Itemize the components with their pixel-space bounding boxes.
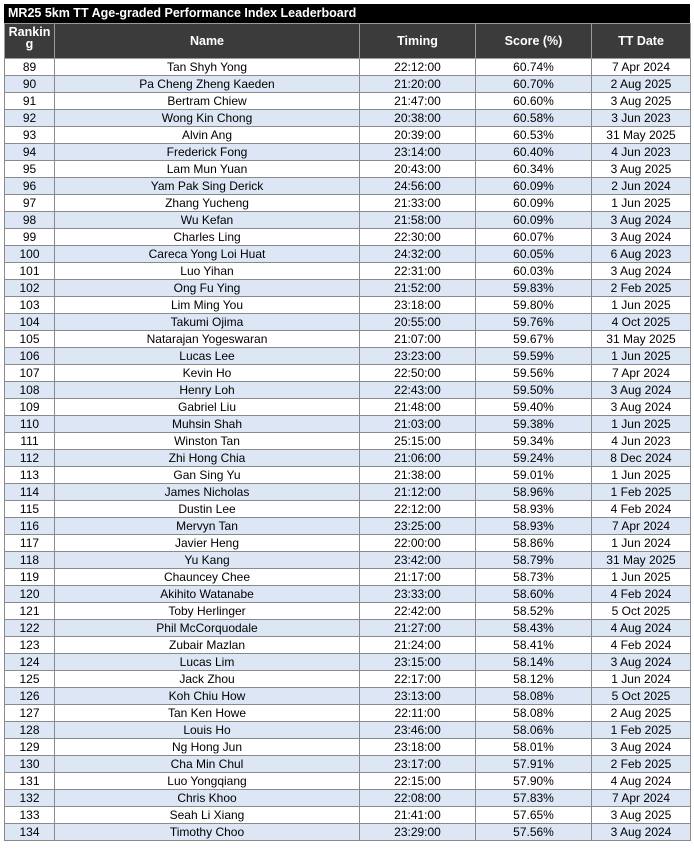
date-cell: 8 Dec 2024: [592, 450, 691, 467]
name-cell: Wong Kin Chong: [55, 110, 360, 127]
timing-cell: 20:55:00: [360, 314, 476, 331]
timing-cell: 21:47:00: [360, 93, 476, 110]
name-cell: James Nicholas: [55, 484, 360, 501]
timing-cell: 21:12:00: [360, 484, 476, 501]
name-cell: Pa Cheng Zheng Kaeden: [55, 76, 360, 93]
score-cell: 58.01%: [476, 739, 592, 756]
name-cell: Luo Yongqiang: [55, 773, 360, 790]
score-cell: 57.83%: [476, 790, 592, 807]
name-cell: Gan Sing Yu: [55, 467, 360, 484]
date-cell: 3 Aug 2024: [592, 399, 691, 416]
table-row: [5, 671, 691, 688]
score-cell: 60.09%: [476, 212, 592, 229]
score-cell: 60.58%: [476, 110, 592, 127]
score-cell: 58.60%: [476, 586, 592, 603]
timing-cell: 23:17:00: [360, 756, 476, 773]
rank-cell: 118: [5, 552, 55, 569]
timing-cell: 24:56:00: [360, 178, 476, 195]
timing-cell: 22:30:00: [360, 229, 476, 246]
rank-cell: 101: [5, 263, 55, 280]
timing-cell: 21:41:00: [360, 807, 476, 824]
score-cell: 60.60%: [476, 93, 592, 110]
leaderboard-table: [4, 23, 691, 841]
rank-cell: 120: [5, 586, 55, 603]
rank-cell: 129: [5, 739, 55, 756]
date-cell: 4 Oct 2025: [592, 314, 691, 331]
timing-cell: 21:17:00: [360, 569, 476, 586]
table-row: [5, 688, 691, 705]
score-cell: 59.56%: [476, 365, 592, 382]
date-cell: 31 May 2025: [592, 127, 691, 144]
table-row: [5, 756, 691, 773]
date-cell: 1 Jun 2024: [592, 535, 691, 552]
rank-cell: 122: [5, 620, 55, 637]
score-cell: 60.70%: [476, 76, 592, 93]
table-row: [5, 263, 691, 280]
date-cell: 4 Aug 2024: [592, 620, 691, 637]
table-row: [5, 297, 691, 314]
rank-cell: 133: [5, 807, 55, 824]
timing-cell: 21:27:00: [360, 620, 476, 637]
rank-cell: 89: [5, 59, 55, 76]
table-row: [5, 229, 691, 246]
timing-cell: 21:33:00: [360, 195, 476, 212]
rank-cell: 108: [5, 382, 55, 399]
timing-cell: 23:18:00: [360, 297, 476, 314]
timing-cell: 25:15:00: [360, 433, 476, 450]
score-cell: 58.93%: [476, 518, 592, 535]
date-cell: 7 Apr 2024: [592, 59, 691, 76]
timing-cell: 21:20:00: [360, 76, 476, 93]
timing-cell: 23:18:00: [360, 739, 476, 756]
table-row: [5, 76, 691, 93]
date-cell: 1 Jun 2025: [592, 297, 691, 314]
table-row: [5, 212, 691, 229]
name-cell: Lam Mun Yuan: [55, 161, 360, 178]
timing-cell: 23:42:00: [360, 552, 476, 569]
date-cell: 6 Aug 2023: [592, 246, 691, 263]
score-cell: 58.86%: [476, 535, 592, 552]
score-cell: 58.96%: [476, 484, 592, 501]
score-cell: 59.40%: [476, 399, 592, 416]
timing-cell: 22:12:00: [360, 501, 476, 518]
name-cell: Chris Khoo: [55, 790, 360, 807]
leaderboard-title: MR25 5km TT Age-graded Performance Index Leaderboard: [4, 4, 690, 23]
date-cell: 1 Jun 2025: [592, 348, 691, 365]
rank-cell: 93: [5, 127, 55, 144]
score-cell: 60.09%: [476, 178, 592, 195]
name-cell: Careca Yong Loi Huat: [55, 246, 360, 263]
table-row: [5, 450, 691, 467]
timing-cell: 23:25:00: [360, 518, 476, 535]
name-cell: Javier Heng: [55, 535, 360, 552]
score-cell: 59.50%: [476, 382, 592, 399]
timing-cell: 23:15:00: [360, 654, 476, 671]
score-cell: 60.40%: [476, 144, 592, 161]
date-cell: 4 Feb 2024: [592, 637, 691, 654]
score-cell: 58.06%: [476, 722, 592, 739]
rank-cell: 119: [5, 569, 55, 586]
score-cell: 58.52%: [476, 603, 592, 620]
score-cell: 57.65%: [476, 807, 592, 824]
date-cell: 3 Aug 2024: [592, 229, 691, 246]
date-cell: 31 May 2025: [592, 331, 691, 348]
rank-cell: 125: [5, 671, 55, 688]
rank-cell: 98: [5, 212, 55, 229]
date-cell: 4 Jun 2023: [592, 433, 691, 450]
name-cell: Lucas Lim: [55, 654, 360, 671]
score-cell: 58.93%: [476, 501, 592, 518]
name-cell: Muhsin Shah: [55, 416, 360, 433]
table-row: [5, 399, 691, 416]
timing-cell: 22:42:00: [360, 603, 476, 620]
rank-cell: 114: [5, 484, 55, 501]
rank-cell: 115: [5, 501, 55, 518]
date-cell: 5 Oct 2025: [592, 688, 691, 705]
score-cell: 60.03%: [476, 263, 592, 280]
name-cell: Frederick Fong: [55, 144, 360, 161]
timing-cell: 21:38:00: [360, 467, 476, 484]
header-row: [5, 24, 691, 59]
rank-cell: 96: [5, 178, 55, 195]
table-row: [5, 59, 691, 76]
timing-cell: 22:11:00: [360, 705, 476, 722]
rank-cell: 99: [5, 229, 55, 246]
table-row: [5, 127, 691, 144]
timing-cell: 23:13:00: [360, 688, 476, 705]
table-row: [5, 637, 691, 654]
table-row: [5, 552, 691, 569]
date-cell: 2 Aug 2025: [592, 76, 691, 93]
score-cell: 58.79%: [476, 552, 592, 569]
date-cell: 3 Aug 2024: [592, 654, 691, 671]
name-cell: Winston Tan: [55, 433, 360, 450]
table-row: [5, 467, 691, 484]
rank-cell: 94: [5, 144, 55, 161]
date-cell: 7 Apr 2024: [592, 518, 691, 535]
timing-cell: 21:07:00: [360, 331, 476, 348]
timing-cell: 22:17:00: [360, 671, 476, 688]
table-row: [5, 790, 691, 807]
rank-cell: 109: [5, 399, 55, 416]
rank-cell: 127: [5, 705, 55, 722]
date-cell: 1 Jun 2025: [592, 467, 691, 484]
timing-cell: 21:06:00: [360, 450, 476, 467]
table-row: [5, 484, 691, 501]
score-cell: 58.14%: [476, 654, 592, 671]
rank-cell: 116: [5, 518, 55, 535]
rank-cell: 113: [5, 467, 55, 484]
rank-cell: 107: [5, 365, 55, 382]
rank-cell: 134: [5, 824, 55, 841]
table-row: [5, 620, 691, 637]
score-cell: 58.73%: [476, 569, 592, 586]
timing-cell: 21:24:00: [360, 637, 476, 654]
table-row: [5, 569, 691, 586]
column-header-name: Name: [55, 24, 360, 59]
date-cell: 1 Jun 2025: [592, 195, 691, 212]
date-cell: 3 Aug 2024: [592, 212, 691, 229]
score-cell: 59.83%: [476, 280, 592, 297]
table-row: [5, 586, 691, 603]
name-cell: Kevin Ho: [55, 365, 360, 382]
timing-cell: 22:12:00: [360, 59, 476, 76]
date-cell: 3 Aug 2024: [592, 739, 691, 756]
timing-cell: 23:29:00: [360, 824, 476, 841]
name-cell: Luo Yihan: [55, 263, 360, 280]
name-cell: Yam Pak Sing Derick: [55, 178, 360, 195]
rank-cell: 104: [5, 314, 55, 331]
date-cell: 3 Aug 2025: [592, 807, 691, 824]
timing-cell: 20:39:00: [360, 127, 476, 144]
table-row: [5, 93, 691, 110]
table-row: [5, 161, 691, 178]
rank-cell: 102: [5, 280, 55, 297]
table-row: [5, 195, 691, 212]
table-row: [5, 603, 691, 620]
timing-cell: 23:33:00: [360, 586, 476, 603]
leaderboard-body: [5, 59, 691, 841]
date-cell: 7 Apr 2024: [592, 790, 691, 807]
name-cell: Charles Ling: [55, 229, 360, 246]
date-cell: 4 Aug 2024: [592, 773, 691, 790]
table-row: [5, 654, 691, 671]
score-cell: 60.05%: [476, 246, 592, 263]
table-row: [5, 314, 691, 331]
date-cell: 1 Feb 2025: [592, 484, 691, 501]
table-row: [5, 501, 691, 518]
table-row: [5, 824, 691, 841]
date-cell: 2 Aug 2025: [592, 705, 691, 722]
score-cell: 60.74%: [476, 59, 592, 76]
name-cell: Wu Kefan: [55, 212, 360, 229]
rank-cell: 123: [5, 637, 55, 654]
name-cell: Akihito Watanabe: [55, 586, 360, 603]
column-header-date: TT Date: [592, 24, 691, 59]
name-cell: Bertram Chiew: [55, 93, 360, 110]
name-cell: Lucas Lee: [55, 348, 360, 365]
name-cell: Timothy Choo: [55, 824, 360, 841]
name-cell: Toby Herlinger: [55, 603, 360, 620]
rank-cell: 128: [5, 722, 55, 739]
timing-cell: 22:08:00: [360, 790, 476, 807]
name-cell: Yu Kang: [55, 552, 360, 569]
score-cell: 57.56%: [476, 824, 592, 841]
score-cell: 59.01%: [476, 467, 592, 484]
date-cell: 3 Aug 2024: [592, 824, 691, 841]
score-cell: 58.43%: [476, 620, 592, 637]
rank-cell: 110: [5, 416, 55, 433]
score-cell: 59.34%: [476, 433, 592, 450]
score-cell: 58.41%: [476, 637, 592, 654]
score-cell: 57.90%: [476, 773, 592, 790]
timing-cell: 22:15:00: [360, 773, 476, 790]
table-row: [5, 518, 691, 535]
score-cell: 60.53%: [476, 127, 592, 144]
date-cell: 3 Aug 2024: [592, 263, 691, 280]
score-cell: 59.80%: [476, 297, 592, 314]
name-cell: Mervyn Tan: [55, 518, 360, 535]
date-cell: 1 Jun 2025: [592, 416, 691, 433]
rank-cell: 95: [5, 161, 55, 178]
date-cell: 2 Feb 2025: [592, 756, 691, 773]
name-cell: Gabriel Liu: [55, 399, 360, 416]
date-cell: 4 Jun 2023: [592, 144, 691, 161]
table-row: [5, 705, 691, 722]
name-cell: Tan Ken Howe: [55, 705, 360, 722]
table-row: [5, 535, 691, 552]
name-cell: Ong Fu Ying: [55, 280, 360, 297]
score-cell: 59.67%: [476, 331, 592, 348]
rank-cell: 97: [5, 195, 55, 212]
leaderboard-sheet: [4, 4, 690, 841]
name-cell: Natarajan Yogeswaran: [55, 331, 360, 348]
table-row: [5, 382, 691, 399]
name-cell: Zhang Yucheng: [55, 195, 360, 212]
rank-cell: 106: [5, 348, 55, 365]
score-cell: 60.09%: [476, 195, 592, 212]
name-cell: Koh Chiu How: [55, 688, 360, 705]
name-cell: Dustin Lee: [55, 501, 360, 518]
date-cell: 3 Aug 2025: [592, 161, 691, 178]
score-cell: 60.34%: [476, 161, 592, 178]
table-row: [5, 365, 691, 382]
name-cell: Ng Hong Jun: [55, 739, 360, 756]
table-row: [5, 348, 691, 365]
column-header-timing: Timing: [360, 24, 476, 59]
score-cell: 59.59%: [476, 348, 592, 365]
table-row: [5, 722, 691, 739]
date-cell: 3 Jun 2023: [592, 110, 691, 127]
rank-cell: 103: [5, 297, 55, 314]
timing-cell: 20:38:00: [360, 110, 476, 127]
rank-cell: 100: [5, 246, 55, 263]
date-cell: 2 Feb 2025: [592, 280, 691, 297]
date-cell: 7 Apr 2024: [592, 365, 691, 382]
score-cell: 58.08%: [476, 688, 592, 705]
table-row: [5, 246, 691, 263]
score-cell: 59.38%: [476, 416, 592, 433]
timing-cell: 22:31:00: [360, 263, 476, 280]
rank-cell: 124: [5, 654, 55, 671]
table-row: [5, 416, 691, 433]
table-row: [5, 178, 691, 195]
name-cell: Lim Ming You: [55, 297, 360, 314]
timing-cell: 24:32:00: [360, 246, 476, 263]
rank-cell: 112: [5, 450, 55, 467]
timing-cell: 20:43:00: [360, 161, 476, 178]
score-cell: 59.24%: [476, 450, 592, 467]
table-row: [5, 280, 691, 297]
name-cell: Takumi Ojima: [55, 314, 360, 331]
column-header-score: Score (%): [476, 24, 592, 59]
table-row: [5, 773, 691, 790]
column-header-ranking: Rankin g: [5, 24, 55, 59]
rank-cell: 90: [5, 76, 55, 93]
table-row: [5, 144, 691, 161]
table-row: [5, 433, 691, 450]
date-cell: 4 Feb 2024: [592, 501, 691, 518]
rank-cell: 121: [5, 603, 55, 620]
rank-cell: 117: [5, 535, 55, 552]
date-cell: 3 Aug 2025: [592, 93, 691, 110]
score-cell: 60.07%: [476, 229, 592, 246]
table-row: [5, 739, 691, 756]
name-cell: Zhi Hong Chia: [55, 450, 360, 467]
timing-cell: 21:58:00: [360, 212, 476, 229]
date-cell: 3 Aug 2024: [592, 382, 691, 399]
timing-cell: 23:14:00: [360, 144, 476, 161]
score-cell: 57.91%: [476, 756, 592, 773]
rank-cell: 105: [5, 331, 55, 348]
name-cell: Zubair Mazlan: [55, 637, 360, 654]
name-cell: Chauncey Chee: [55, 569, 360, 586]
name-cell: Tan Shyh Yong: [55, 59, 360, 76]
name-cell: Cha Min Chul: [55, 756, 360, 773]
timing-cell: 23:46:00: [360, 722, 476, 739]
name-cell: Seah Li Xiang: [55, 807, 360, 824]
rank-cell: 132: [5, 790, 55, 807]
date-cell: 5 Oct 2025: [592, 603, 691, 620]
timing-cell: 22:43:00: [360, 382, 476, 399]
date-cell: 2 Jun 2024: [592, 178, 691, 195]
rank-cell: 111: [5, 433, 55, 450]
table-row: [5, 807, 691, 824]
name-cell: Phil McCorquodale: [55, 620, 360, 637]
score-cell: 58.08%: [476, 705, 592, 722]
timing-cell: 22:00:00: [360, 535, 476, 552]
timing-cell: 21:52:00: [360, 280, 476, 297]
table-row: [5, 331, 691, 348]
rank-cell: 126: [5, 688, 55, 705]
timing-cell: 21:48:00: [360, 399, 476, 416]
name-cell: Louis Ho: [55, 722, 360, 739]
rank-cell: 92: [5, 110, 55, 127]
name-cell: Henry Loh: [55, 382, 360, 399]
name-cell: Alvin Ang: [55, 127, 360, 144]
date-cell: 1 Feb 2025: [592, 722, 691, 739]
score-cell: 59.76%: [476, 314, 592, 331]
timing-cell: 23:23:00: [360, 348, 476, 365]
rank-cell: 130: [5, 756, 55, 773]
date-cell: 1 Jun 2025: [592, 569, 691, 586]
timing-cell: 22:50:00: [360, 365, 476, 382]
table-row: [5, 110, 691, 127]
timing-cell: 21:03:00: [360, 416, 476, 433]
date-cell: 4 Feb 2024: [592, 586, 691, 603]
name-cell: Jack Zhou: [55, 671, 360, 688]
score-cell: 58.12%: [476, 671, 592, 688]
rank-cell: 131: [5, 773, 55, 790]
date-cell: 1 Jun 2024: [592, 671, 691, 688]
date-cell: 31 May 2025: [592, 552, 691, 569]
rank-cell: 91: [5, 93, 55, 110]
